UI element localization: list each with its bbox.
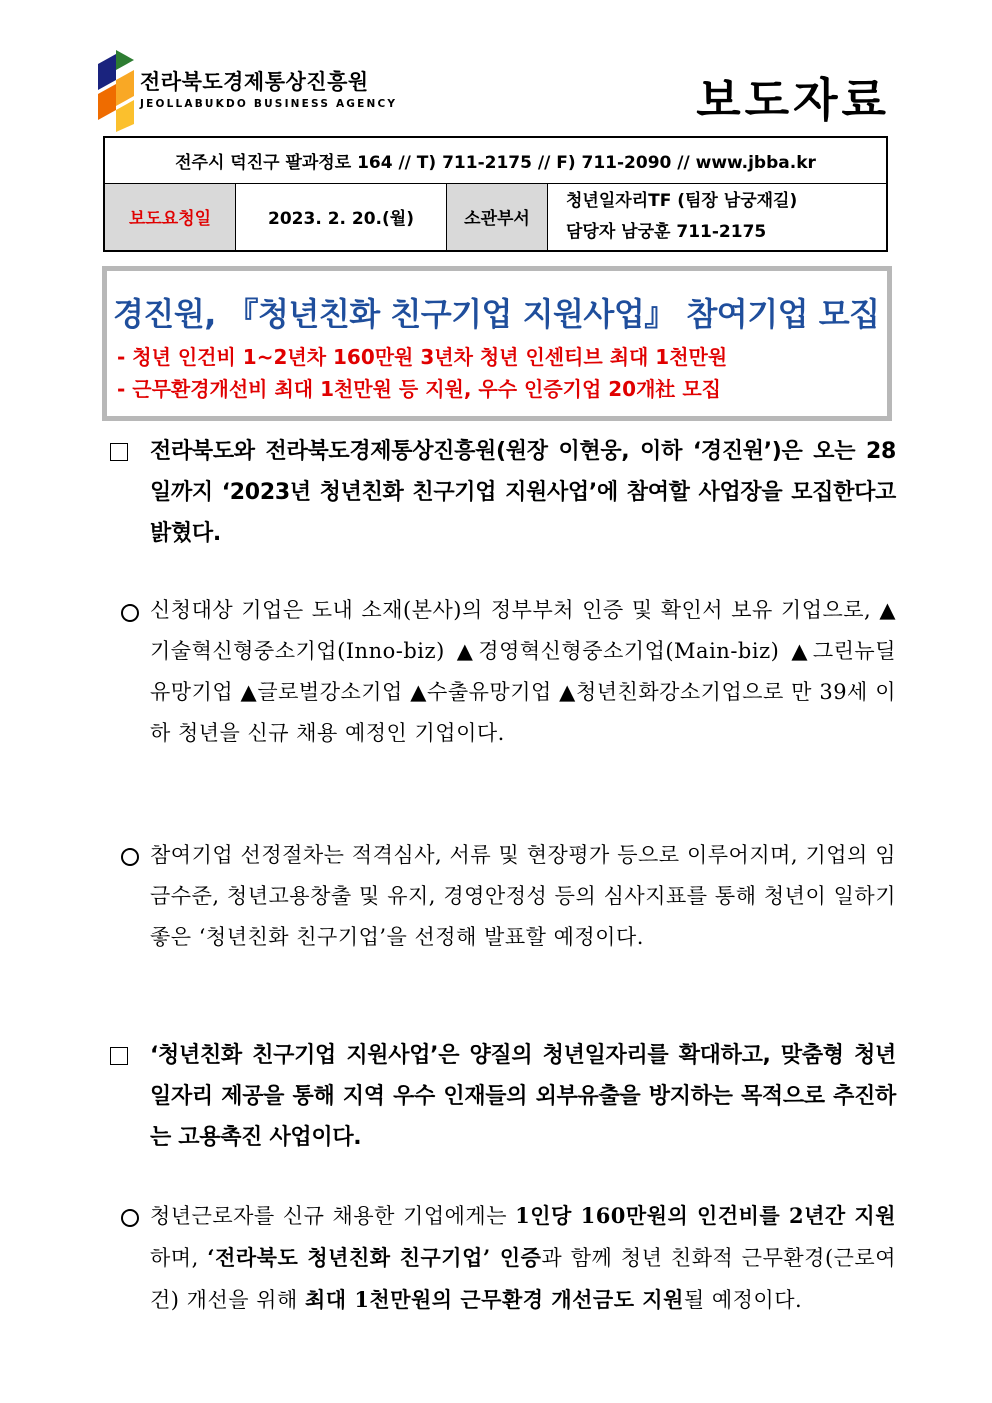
headline-subtitle-1: - 청년 인건비 1~2년차 160만원 3년차 청년 인센티브 최대 1천만원 <box>117 345 728 369</box>
paragraph-5 <box>150 1195 896 1321</box>
headline-title: 경진원, 『청년친화 친구기업 지원사업』 참여기업 모집 <box>113 295 880 333</box>
agency-logo <box>94 50 398 132</box>
org-name-korean: 전라북도경제통상진흥원 <box>140 70 369 94</box>
p5-text-g: 될 예정이다. <box>683 1288 803 1312</box>
document-type-title: 보도자료 <box>696 73 890 127</box>
release-date-label: 보도요청일 <box>104 184 236 251</box>
contact-address: 전주시 덕진구 팔과정로 164 // T) 711-2175 // F) 711-2090 // www.jbba.kr <box>104 137 887 184</box>
p5-text-b: 1인당 160만원의 인건비를 2년간 지원 <box>515 1203 896 1228</box>
p5-text-f: 최대 1천만원의 근무환경 개선금도 지원 <box>304 1287 684 1312</box>
org-name-english: JEOLLABUKDO BUSINESS AGENCY <box>140 98 398 110</box>
release-date-value: 2023. 2. 20.(월) <box>236 184 447 251</box>
headline-box <box>102 266 892 421</box>
p5-text-d: ‘전라북도 청년친화 친구기업’ 인증 <box>207 1245 542 1270</box>
circle-bullet-icon <box>121 604 139 622</box>
department-contact: 담당자 남궁훈 711-2175 <box>566 221 767 242</box>
p5-text-e: 과 함께 청년 친화적 근무환경(근로여건) 개선을 위해 <box>150 1246 896 1312</box>
p5-text-a: 청년근로자를 신규 채용한 기업에게는 <box>150 1204 516 1228</box>
department-info <box>548 184 888 251</box>
department-team: 청년일자리TF (팀장 남궁재길) <box>566 190 798 211</box>
press-info-table <box>103 136 888 252</box>
circle-bullet-icon <box>121 848 139 866</box>
circle-bullet-icon <box>121 1209 139 1227</box>
department-label: 소관부서 <box>447 184 548 251</box>
square-bullet-icon <box>110 1047 128 1065</box>
paragraph-4: ‘청년친화 친구기업 지원사업’은 양질의 청년일자리를 확대하고, 맞춤형 청년일자리 제공을 통해 지역 우수 인재들의 외부유출을 방지하는 목적으로 추진하는 고용촉진 사업이다. <box>150 1043 896 1150</box>
paragraph-3: 참여기업 선정절차는 적격심사, 서류 및 현장평가 등으로 이루어지며, 기업의 임금수준, 청년고용창출 및 유지, 경영안정성 등의 심사지표를 통해 청년이 일하기 좋은 ‘청년친화 친구기업’을 선정해 발표할 예정이다. <box>150 843 896 949</box>
paragraph-2: 신청대상 기업은 도내 소재(본사)의 정부부처 인증 및 확인서 보유 기업으로, ▲기술혁신형중소기업(Inno-biz) ▲경영혁신형중소기업(Main-biz) ▲그린뉴딜 유망기업 ▲글로벌강소기업 ▲수출유망기업 ▲청년친화강소기업으로 만 39세 이하 청년을 신규 채용 예정인 기업이다. <box>150 598 896 745</box>
square-bullet-icon <box>110 443 128 461</box>
agency-logo-icon <box>94 50 138 132</box>
p5-text-c: 하며, <box>150 1246 208 1270</box>
headline-subtitle-2: - 근무환경개선비 최대 1천만원 등 지원, 우수 인증기업 20개社 모집 <box>117 377 721 401</box>
paragraph-1: 전라북도와 전라북도경제통상진흥원(원장 이현웅, 이하 ‘경진원’)은 오는 28일까지 ‘2023년 청년친화 친구기업 지원사업’에 참여할 사업장을 모집한다고 밝혔다. <box>150 439 896 546</box>
